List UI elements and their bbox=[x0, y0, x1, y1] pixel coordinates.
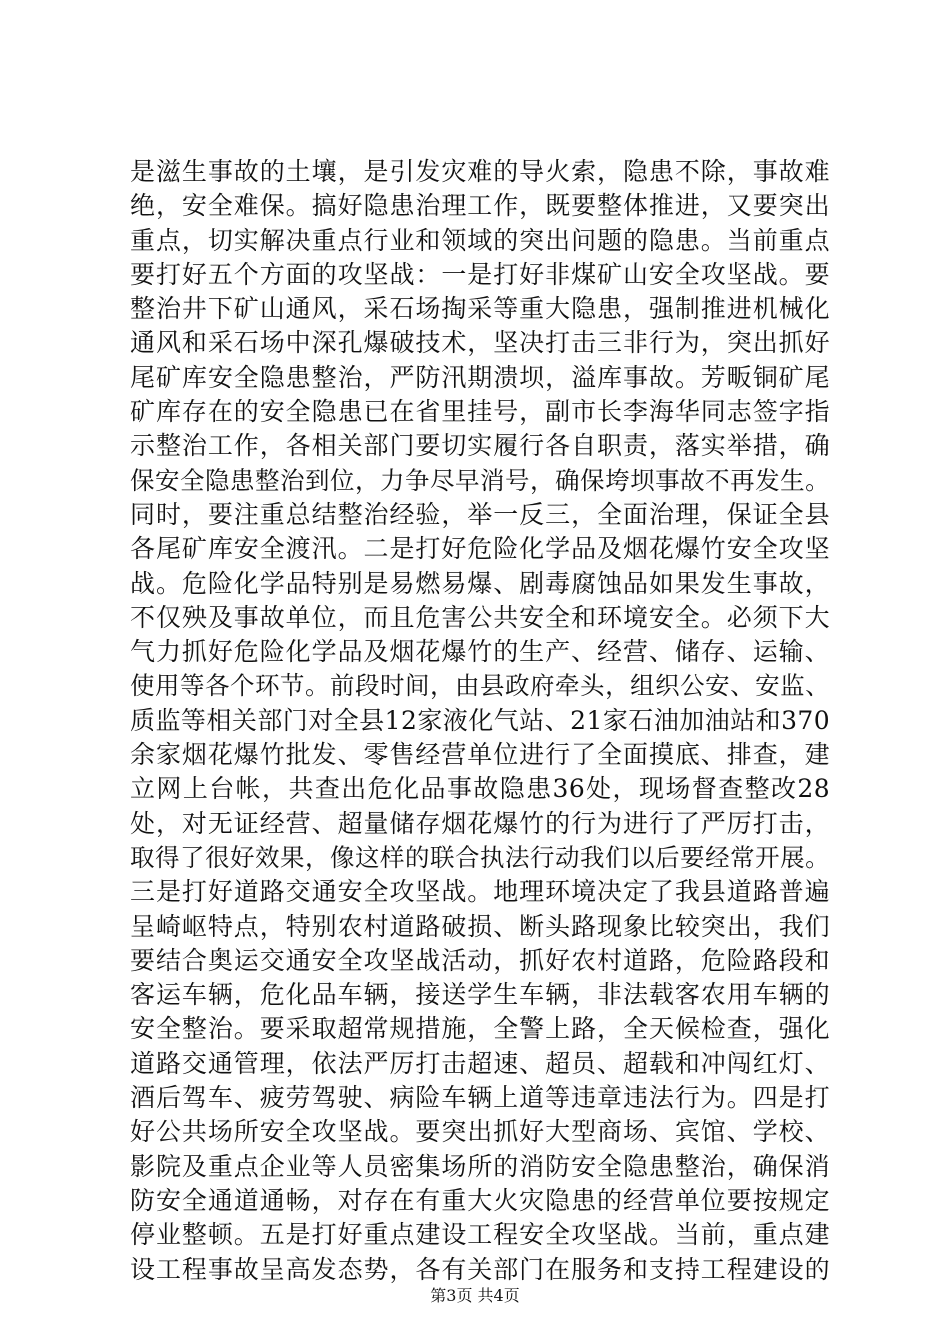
text-line: 整治井下矿山通风，采石场掏采等重大隐患，强制推进机械化 bbox=[130, 294, 830, 324]
text-line: 影院及重点企业等人员密集场所的消防安全隐患整治，确保消 bbox=[130, 1151, 830, 1181]
text-line: 设工程事故呈高发态势，各有关部门在服务和支持工程建设的 bbox=[130, 1254, 830, 1284]
text-line: 保安全隐患整治到位，力争尽早消号，确保垮坝事故不再发生。 bbox=[130, 465, 830, 495]
text-line: 气力抓好危险化学品及烟花爆竹的生产、经营、储存、运输、 bbox=[130, 637, 830, 667]
text-line: 处，对无证经营、超量储存烟花爆竹的行为进行了严厉打击， bbox=[130, 808, 830, 838]
text-line: 尾矿库安全隐患整治，严防汛期溃坝，溢库事故。芳畈铜矿尾 bbox=[130, 362, 830, 392]
text-line: 好公共场所安全攻坚战。要突出抓好大型商场、宾馆、学校、 bbox=[130, 1117, 830, 1147]
text-line: 道路交通管理，依法严厉打击超速、超员、超载和冲闯红灯、 bbox=[130, 1048, 830, 1078]
text-line: 三是打好道路交通安全攻坚战。地理环境决定了我县道路普遍 bbox=[130, 877, 830, 907]
body-paragraph bbox=[130, 155, 830, 1287]
text-line: 质监等相关部门对全县12家液化气站、21家石油加油站和370 bbox=[130, 705, 830, 735]
text-line: 要结合奥运交通安全攻坚战活动，抓好农村道路，危险路段和 bbox=[130, 945, 830, 975]
text-line: 各尾矿库安全渡汛。二是打好危险化学品及烟花爆竹安全攻坚 bbox=[130, 534, 830, 564]
text-line: 酒后驾车、疲劳驾驶、病险车辆上道等违章违法行为。四是打 bbox=[130, 1083, 830, 1113]
text-line: 呈崎岖特点，特别农村道路破损、断头路现象比较突出，我们 bbox=[130, 911, 830, 941]
text-line: 防安全通道通畅，对存在有重大火灾隐患的经营单位要按规定 bbox=[130, 1185, 830, 1215]
text-line: 同时，要注重总结整治经验，举一反三，全面治理，保证全县 bbox=[130, 499, 830, 529]
page-footer: 第3页 共4页 bbox=[430, 1286, 520, 1305]
text-line: 取得了很好效果，像这样的联合执法行动我们以后要经常开展。 bbox=[130, 842, 830, 872]
text-line: 是滋生事故的土壤，是引发灾难的导火索，隐患不除，事故难 bbox=[130, 157, 830, 186]
text-line: 客运车辆，危化品车辆，接送学生车辆，非法载客农用车辆的 bbox=[130, 980, 830, 1010]
text-line: 不仅殃及事故单位，而且危害公共安全和环境安全。必须下大 bbox=[130, 602, 830, 632]
text-line: 示整治工作，各相关部门要切实履行各自职责，落实举措，确 bbox=[130, 431, 830, 461]
text-line: 停业整顿。五是打好重点建设工程安全攻坚战。当前，重点建 bbox=[130, 1220, 830, 1250]
text-line: 余家烟花爆竹批发、零售经营单位进行了全面摸底、排查，建 bbox=[130, 740, 830, 770]
text-line: 要打好五个方面的攻坚战：一是打好非煤矿山安全攻坚战。要 bbox=[130, 259, 830, 289]
text-line: 绝，安全难保。搞好隐患治理工作，既要整体推进，又要突出 bbox=[130, 191, 830, 221]
text-line: 使用等各个环节。前段时间，由县政府牵头，组织公安、安监、 bbox=[130, 671, 830, 701]
text-line: 安全整治。要采取超常规措施，全警上路，全天候检查，强化 bbox=[130, 1014, 830, 1044]
text-line: 通风和采石场中深孔爆破技术，坚决打击三非行为，突出抓好 bbox=[130, 328, 830, 358]
text-line: 战。危险化学品特别是易燃易爆、剧毒腐蚀品如果发生事故， bbox=[130, 568, 830, 598]
text-line: 立网上台帐，共查出危化品事故隐患36处，现场督查整改28 bbox=[130, 774, 830, 804]
text-line: 矿库存在的安全隐患已在省里挂号，副市长李海华同志签字指 bbox=[130, 397, 830, 427]
text-line: 重点，切实解决重点行业和领域的突出问题的隐患。当前重点 bbox=[130, 225, 830, 255]
